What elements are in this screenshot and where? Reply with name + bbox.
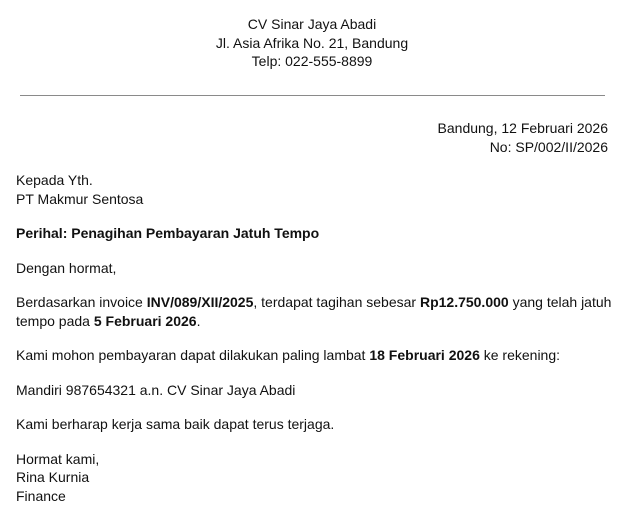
place-date: Bandung, 12 Februari 2026 [438,119,608,138]
invoice-due-date: 5 Februari 2026 [94,313,197,329]
closing-paragraph: Kami berharap kerja sama baik dapat terus terjaga. [16,415,612,434]
bank-account: Mandiri 987654321 a.n. CV Sinar Jaya Abadi [16,381,612,400]
invoice-text-1: Berdasarkan invoice [16,294,147,310]
company-name: CV Sinar Jaya Abadi [0,15,624,34]
letter-body [16,171,612,505]
signature-block [16,450,612,505]
header-divider [20,95,605,96]
signature-closing: Hormat kami, [16,450,612,469]
invoice-text-2: , terdapat tagihan sebesar [253,294,420,310]
recipient-salutation: Kepada Yth. [16,171,612,190]
subject-line [16,224,612,243]
company-address: Jl. Asia Afrika No. 21, Bandung [0,34,624,53]
payment-deadline: 18 Februari 2026 [369,347,480,363]
invoice-paragraph [16,293,612,330]
payment-text-1: Kami mohon pembayaran dapat dilakukan paling lambat [16,347,369,363]
signature-name: Rina Kurnia [16,468,612,487]
greeting: Dengan hormat, [16,259,612,278]
company-phone: Telp: 022-555-8899 [0,52,624,71]
signature-title: Finance [16,487,612,505]
invoice-text-3: yang telah jatuh tempo pada [16,294,611,329]
invoice-text-4: . [197,313,201,329]
payment-request-paragraph [16,346,612,365]
date-block [438,119,608,156]
invoice-amount: Rp12.750.000 [420,294,509,310]
subject-text: Perihal: Penagihan Pembayaran Jatuh Tempo [16,225,319,241]
letter-number: No: SP/002/II/2026 [438,138,608,157]
payment-text-2: ke rekening: [480,347,560,363]
invoice-number: INV/089/XII/2025 [147,294,254,310]
letterhead [0,15,624,71]
recipient-name: PT Makmur Sentosa [16,190,612,209]
recipient-block [16,171,612,208]
